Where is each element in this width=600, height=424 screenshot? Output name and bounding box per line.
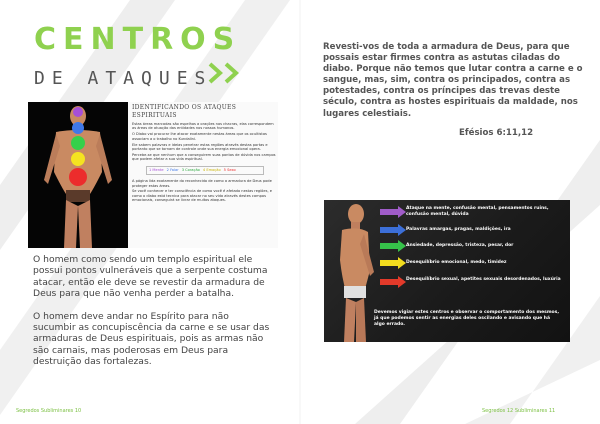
bible-reference: Efésios 6:11,12 <box>459 128 534 138</box>
chakra-paragraph: Ele sabem palavras e ideias penetrar estas regiões através destas portas e portanto que se tornam de controle onde sua energia emocional opera. <box>132 142 268 152</box>
legend-item: 4 Emoção <box>202 168 221 173</box>
attack-warning-note: Devemos vigiar estes centros e observar o comportamento dos mesmos, já que podemos sentir as energias deles oscilando e avisando que há algo errado. <box>374 310 560 327</box>
double-chevron-icon <box>206 60 246 86</box>
chakra-violet <box>73 107 83 117</box>
footer-page-left: Segredos Subliminares 10 <box>16 408 82 414</box>
attack-label-sex: Desequilíbrio sexual, apetites sexuais desordenados, luxúria <box>406 277 561 282</box>
chakra-paragraph: A página lida exatamente do reconhecido de como a armadura de Deus pode proteger estas áreas. <box>132 179 272 188</box>
chakra-paragraph: Estas áreas marcadas são espelhos a orações nos chacras, elas correspondem as áreas de atuação das entidades nos nossos humanos. <box>132 122 274 131</box>
legend-item: 3 Coração <box>181 168 200 173</box>
body-paragraph: O homem como sendo um templo espiritual ele possui pontos vulneráveis que a serpente costuma atacar, então ele deve se revestir da armadura de Deus para que não venha perder a batalha. <box>33 254 268 300</box>
chakra-paragraph: Percebe-se que nenhum que a conseguirem suas pontos de dúvida nos campos que podem afetar a sua vida espiritual. <box>132 152 276 162</box>
page-subtitle: DE ATAQUES <box>34 68 213 89</box>
chakra-legend <box>146 166 264 175</box>
chakra-body-image <box>28 102 128 248</box>
bible-quote: Revesti-vos de toda a armadura de Deus, para que possais estar firmes contra as astutas ciladas do diabo. Porque não temos que lutar contra a carne e o sangue, mas, sim, contra os principados, contra as potestades, contra os príncipes das trevas deste século, contra as hostes espirituais da maldade, nos lugares celestiais. <box>323 42 583 119</box>
attack-figure-panel <box>324 200 570 342</box>
chakra-paragraph: O Diabo vai procurar lhe atacar exatamente nestas áreas que os ocultistas associam a o trabalho no Kundalini. <box>132 132 267 141</box>
legend-item: 1 Mente <box>149 168 164 173</box>
chakra-figure-text <box>132 104 278 204</box>
legend-item: 2 Falar <box>166 168 179 173</box>
chakra-figure-heading: IDENTIFICANDO OS ATAQUES ESPIRITUAIS <box>132 104 237 119</box>
chakra-figure-panel <box>28 102 278 248</box>
page-title: CENTROS <box>34 22 242 57</box>
chakra-yellow <box>71 152 85 166</box>
attack-label-heart: Ansiedade, depressão, tristeza, pesar, dor <box>406 243 514 248</box>
legend-item: 5 Sexo <box>223 168 236 173</box>
attack-label-words: Palavras amargas, pragas, maldições, ira <box>406 227 511 232</box>
left-body-text <box>33 254 271 379</box>
chakra-blue <box>72 122 84 134</box>
chakra-paragraph: Se você conhecer e ter consciência de como você é afetado nestas regiões, e como o diabo está tecnica para atacar no seu vida através destes campos emocionais, conseguirá se livrar de muitos ataques. <box>132 189 272 203</box>
footer-page-right: Segredos 12 Subliminares 11 <box>482 408 556 414</box>
body-paragraph: O homem deve andar no Espírito para não sucumbir as concupiscência da carne e se usar das armaduras de Deus espirituais, pois as armas não são carnais, mas poderosas em Deus para destruição das fortalezas. <box>33 310 270 368</box>
attack-label-emotion: Desequilíbrio emocional, medo, timidez <box>406 260 507 265</box>
chakra-green <box>71 136 85 150</box>
attack-label-mind: Ataque na mente, confusão mental, pensamentos ruins, confusão mental, dúvida <box>406 206 549 217</box>
chakra-red <box>69 168 87 186</box>
